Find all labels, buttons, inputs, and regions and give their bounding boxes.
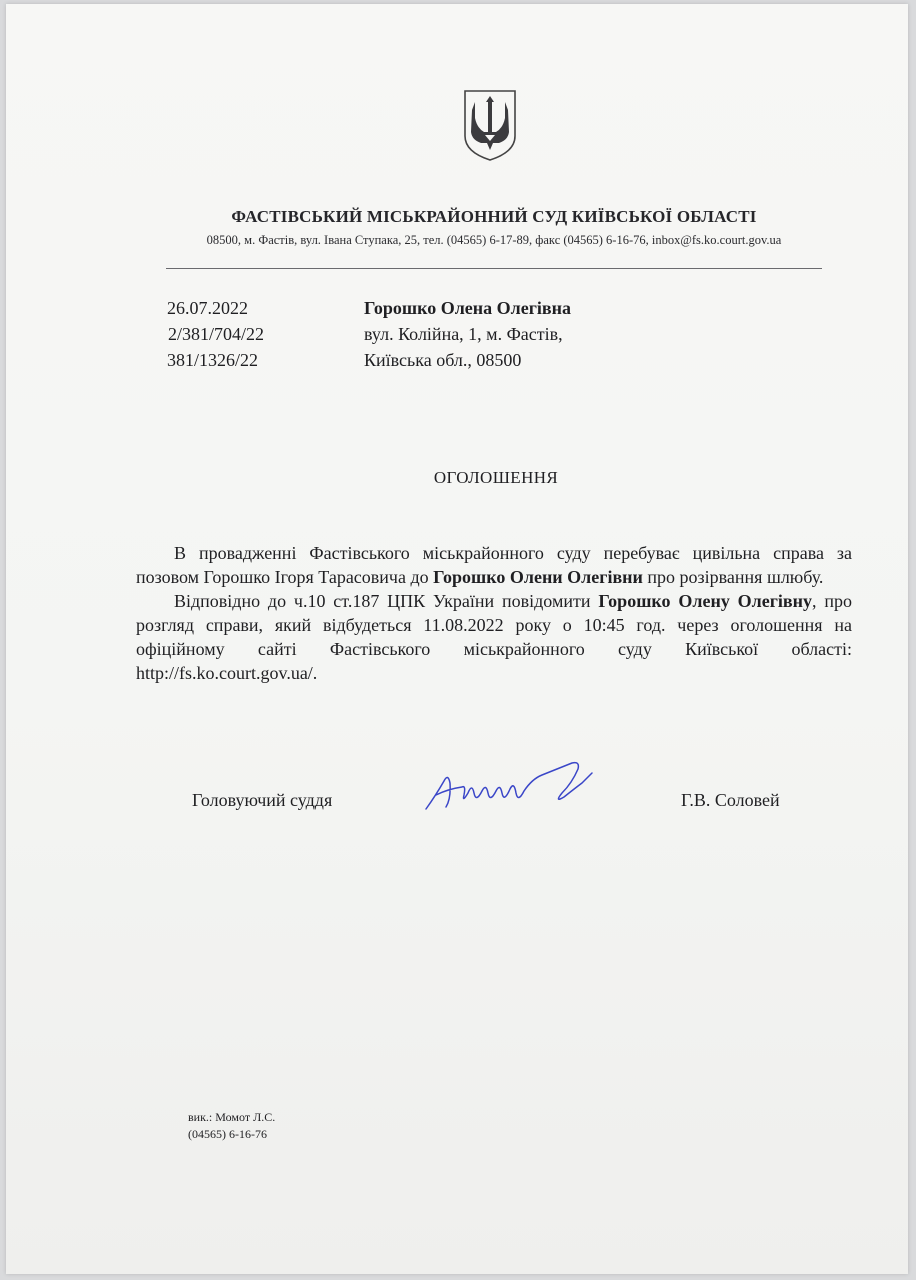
body-text-segment: В провадженні Фастівського міськрайонного суду перебуває цивільна справа за позовом Горошко Ігоря Тарасовича до — [136, 543, 852, 587]
document-meta — [124, 295, 264, 373]
defendant-name-bold: Горошко Олени Олегівни — [433, 567, 643, 587]
outgoing-number: 2/381/704/22 — [167, 324, 264, 344]
case-number: 381/1326/22 — [166, 350, 258, 370]
document-heading: ОГОЛОШЕННЯ — [433, 468, 559, 487]
judge-name: Г.В. Соловей — [681, 790, 780, 810]
document-page — [6, 4, 908, 1274]
recipient-address-line2: Київська обл., 08500 — [364, 350, 522, 370]
trident-emblem-icon — [461, 88, 519, 162]
document-date: 26.07.2022 — [167, 298, 248, 318]
executor-name: вик.: Момот Л.С. — [188, 1110, 276, 1124]
defendant-name-bold: Горошко Олену Олегівну — [598, 591, 813, 611]
body-paragraph-2 — [136, 589, 852, 685]
recipient-address-line1: вул. Колійна, 1, м. Фастів, — [364, 324, 563, 344]
document-body — [136, 541, 852, 685]
handwritten-signature — [422, 759, 602, 819]
body-text-segment: Відповідно до ч.10 ст.187 ЦПК України повідомити — [174, 591, 599, 611]
body-text-segment: , про розгляд справи, який відбудеться 11.08.2022 року о 10:45 год. через оголошення на офіційному сайті Фастівського міськрайонного суду Київської області: http://fs.ko.court.gov.ua/. — [136, 591, 852, 683]
recipient-name: Горошко Олена Олегівна — [364, 298, 572, 318]
court-address: 08500, м. Фастів, вул. Івана Ступака, 25, тел. (04565) 6-17-89, факс (04565) 6-16-76, inbox@fs.ko.court.gov.ua — [206, 233, 782, 247]
judge-role: Головуючий суддя — [192, 790, 333, 810]
court-name: ФАСТІВСЬКИЙ МІСЬКРАЙОННИЙ СУД КИЇВСЬКОЇ ОБЛАСТІ — [231, 207, 757, 226]
header-divider — [166, 268, 822, 269]
executor-phone: (04565) 6-16-76 — [188, 1127, 267, 1141]
body-paragraph-1 — [136, 541, 852, 589]
executor-block — [188, 1109, 275, 1143]
recipient-block — [364, 295, 571, 373]
body-text-segment: про розірвання шлюбу. — [642, 567, 824, 587]
